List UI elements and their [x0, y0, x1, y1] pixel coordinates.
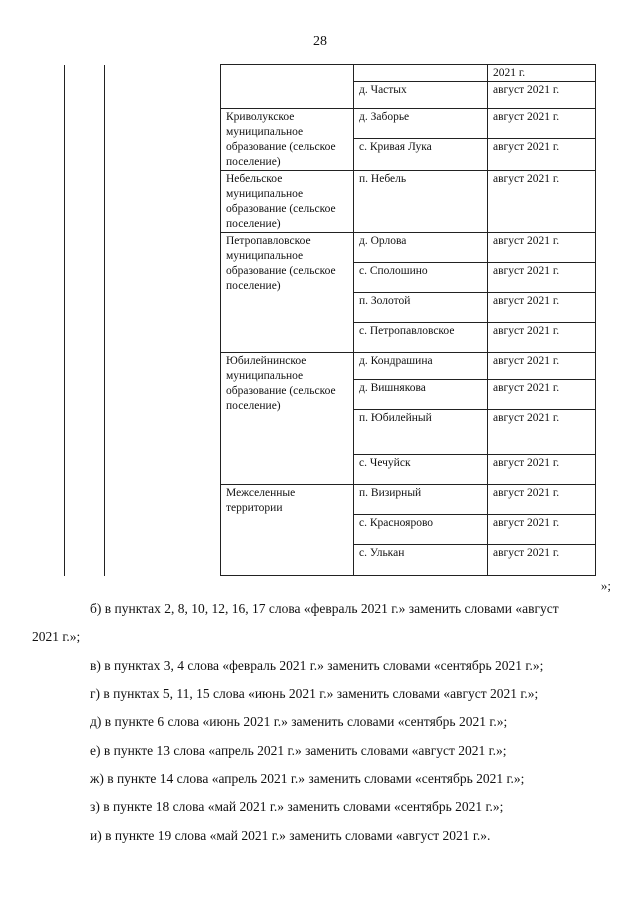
amendment-line [32, 825, 612, 847]
date-cell: август 2021 г. [488, 515, 596, 545]
amendment-text: и) в пункте 19 слова «май 2021 г.» заменить словами «август 2021 г.». [90, 828, 491, 843]
date-cell: август 2021 г. [488, 109, 596, 139]
amendment-text: б) в пунктах 2, 8, 10, 12, 16, 17 слова «февраль 2021 г.» заменить словами «август [90, 601, 559, 616]
date-cell: август 2021 г. [488, 293, 596, 323]
settlement-cell: с. Улькан [354, 545, 488, 576]
amendment-text: д) в пункте 6 слова «июнь 2021 г.» заменить словами «сентябрь 2021 г.»; [90, 714, 508, 729]
settlement-cell: д. Орлова [354, 233, 488, 263]
date-cell: август 2021 г. [488, 485, 596, 515]
date-cell: август 2021 г. [488, 353, 596, 380]
settlement-cell: с. Кривая Лука [354, 139, 488, 171]
amendment-text: в) в пунктах 3, 4 слова «февраль 2021 г.» заменить словами «сентябрь 2021 г.»; [90, 658, 544, 673]
date-cell: 2021 г. [488, 65, 596, 82]
amendment-text: ж) в пункте 14 слова «апрель 2021 г.» заменить словами «сентябрь 2021 г.»; [90, 771, 525, 786]
settlement-cell: с. Сполошино [354, 263, 488, 293]
municipality-cell: Криволукское муниципальное образование (сельское поселение) [221, 109, 354, 171]
amendment-text: г) в пунктах 5, 11, 15 слова «июнь 2021 г.» заменить словами «август 2021 г.»; [90, 686, 539, 701]
settlement-cell: п. Небель [354, 171, 488, 233]
table-row [65, 65, 596, 82]
date-cell: август 2021 г. [488, 455, 596, 485]
amendment-line [32, 796, 612, 818]
date-cell: август 2021 г. [488, 380, 596, 410]
municipality-cell: Петропавловское муниципальное образование (сельское поселение) [221, 233, 354, 353]
settlement-cell: п. Юбилейный [354, 410, 488, 455]
municipality-cell [221, 65, 354, 109]
blank-cell-number [65, 65, 105, 576]
amendment-text: е) в пункте 13 слова «апрель 2021 г.» заменить словами «август 2021 г.»; [90, 743, 507, 758]
settlement-cell: с. Чечуйск [354, 455, 488, 485]
date-cell: август 2021 г. [488, 82, 596, 109]
amendment-line [32, 740, 612, 762]
settlement-cell: п. Визирный [354, 485, 488, 515]
amendment-line [32, 711, 612, 733]
schedule-table-body [65, 65, 596, 576]
settlement-cell [354, 65, 488, 82]
municipality-cell: Небельское муниципальное образование (сельское поселение) [221, 171, 354, 233]
date-cell: август 2021 г. [488, 323, 596, 353]
date-cell: август 2021 г. [488, 139, 596, 171]
municipality-cell: Межселенные территории [221, 485, 354, 576]
settlement-cell: п. Золотой [354, 293, 488, 323]
date-cell: август 2021 г. [488, 171, 596, 233]
date-cell: август 2021 г. [488, 410, 596, 455]
closing-quote: »; [600, 578, 611, 593]
settlement-cell: д. Заборье [354, 109, 488, 139]
blank-cell-district [105, 65, 221, 576]
amendment-line [32, 683, 612, 705]
settlement-cell: с. Петропавловское [354, 323, 488, 353]
schedule-table [64, 64, 596, 576]
amendment-line [32, 655, 612, 677]
settlement-cell: с. Красноярово [354, 515, 488, 545]
amendment-text: з) в пункте 18 слова «май 2021 г.» заменить словами «сентябрь 2021 г.»; [90, 799, 504, 814]
date-cell: август 2021 г. [488, 263, 596, 293]
amendment-line [32, 768, 612, 790]
date-cell: август 2021 г. [488, 545, 596, 576]
settlement-cell: д. Частых [354, 82, 488, 109]
municipality-cell: Юбилейнинское муниципальное образование (сельское поселение) [221, 353, 354, 485]
amendment-line [32, 626, 612, 648]
settlement-cell: д. Кондрашина [354, 353, 488, 380]
amendment-line [32, 598, 612, 620]
page-number: 28 [313, 34, 327, 49]
amendment-text: 2021 г.»; [32, 629, 81, 644]
date-cell: август 2021 г. [488, 233, 596, 263]
settlement-cell: д. Вишнякова [354, 380, 488, 410]
